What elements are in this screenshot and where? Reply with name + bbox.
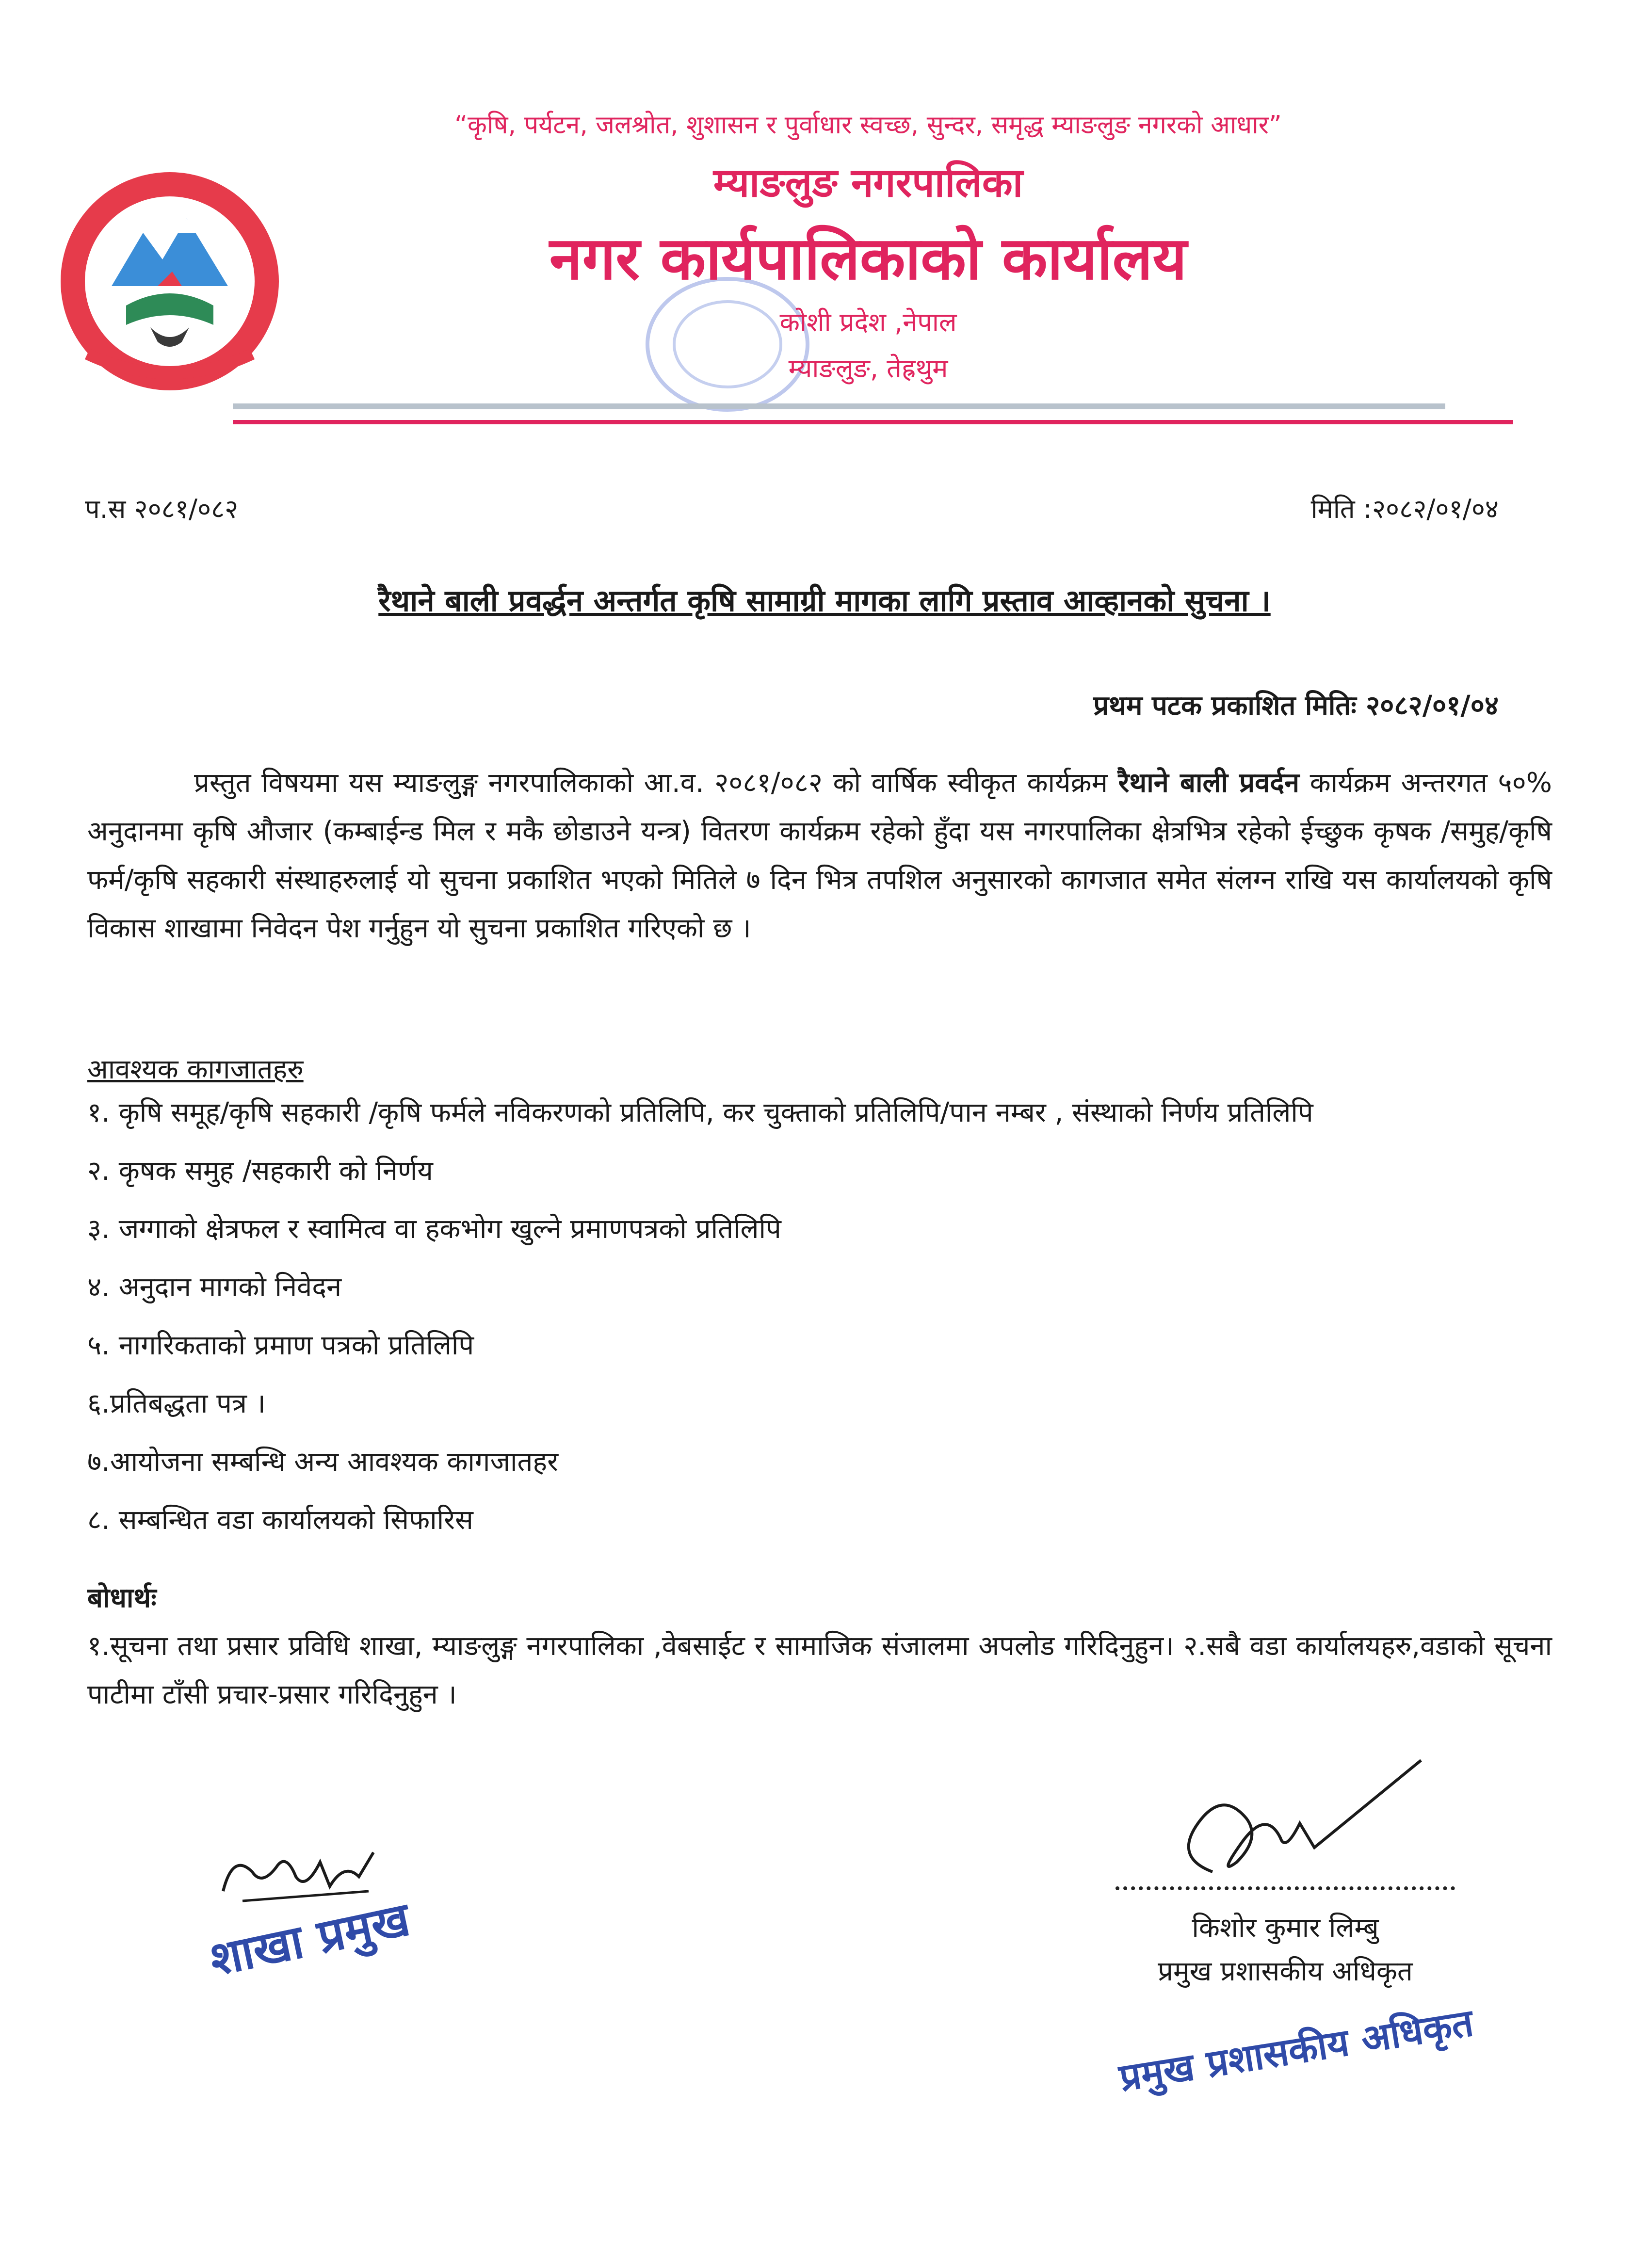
municipality-name: म्याङलुङ नगरपालिका	[713, 160, 1023, 206]
signature-line	[1116, 1886, 1455, 1890]
reference-number: प.स २०८१/०८२	[85, 494, 239, 524]
officer-stamp: प्रमुख प्रशासकीय अधिकृत	[1116, 2001, 1476, 2100]
signatory-title: प्रमुख प्रशासकीय अधिकृत	[1158, 1956, 1413, 1987]
notice-subject: रैथाने बाली प्रवर्द्धन अन्तर्गत कृषि सामाग्री मागका लागि प्रस्ताव आव्हानको सुचना ।	[378, 583, 1271, 618]
branch-head-stamp: शाखा प्रमुख	[205, 1891, 415, 1987]
header-rule-pink	[233, 420, 1513, 424]
list-item: ४. अनुदान मागको निवेदन	[87, 1271, 342, 1303]
officer-signature	[1154, 1746, 1426, 1886]
body-part1: प्रस्तुत विषयमा यस म्याङलुङ्ग नगरपालिकाको आ.व. २०८१/०८२ को वार्षिक स्वीकृत कार्यक्रम	[194, 767, 1118, 799]
first-published-date: प्रथम पटक प्रकाशित मितिः २०८२/०१/०४	[1093, 690, 1499, 722]
signatory-name: किशोर कुमार लिम्बु	[1192, 1912, 1379, 1944]
letterhead-slogan: “कृषि, पर्यटन, जलश्रोत, शुशासन र पुर्वाधार स्वच्छ, सुन्दर, समृद्ध म्याङलुङ नगरको आधार”	[454, 111, 1282, 140]
cc-heading: बोधार्थः	[87, 1582, 157, 1614]
address-province: कोशी प्रदेश ,नेपाल	[779, 307, 957, 338]
list-item: ६.प्रतिबद्धता पत्र ।	[87, 1388, 266, 1419]
body-part2: कार्यक्रम अन्तरगत ५०% अनुदानमा कृषि औजार (कम्बाईन्ड मिल र मकै छोडाउने यन्त्र) वितरण कार्यक्रम रहेको हुँदा यस नगरपालिका क्षेत्रभित्र रहेको ईच्छुक कृषक /समुह/कृषि फर्म/कृषि सहकारी संस्थाहरुलाई यो सुचना प्रकाशित भएको मितिले ७ दिन भित्र तपशिल अनुसारको कागजात समेत संलग्न राखि यस कार्यालयको कृषि विकास शाखामा निवेदन पेश गर्नुहुन यो सुचना प्रकाशित गरिएको छ ।	[87, 767, 1552, 944]
office-name: नगर कार्यपालिकाको कार्यालय	[549, 224, 1187, 293]
cc-text: १.सूचना तथा प्रसार प्रविधि शाखा, म्याङलुङ्ग नगरपालिका ,वेबसाईट र सामाजिक संजालमा अपलोड गरिदिनुहुन। २.सबै वडा कार्यालयहरु,वडाको सूचना पाटीमा टाँसी प्रचार-प्रसार गरिदिनुहुन ।	[87, 1630, 1552, 1710]
list-item: ५. नागरिकताको प्रमाण पत्रको प्रतिलिपि	[87, 1330, 474, 1361]
list-item: १. कृषि समूह/कृषि सहकारी /कृषि फर्मले नविकरणको प्रतिलिपि, कर चुक्ताको प्रतिलिपि/पान नम्बर , संस्थाको निर्णय प्रतिलिपि	[87, 1097, 1313, 1128]
required-documents-heading: आवश्यक कागजातहरु	[87, 1054, 304, 1085]
list-item: २. कृषक समुह /सहकारी को निर्णय	[87, 1155, 433, 1187]
address-district: म्याङलुङ, तेह्रथुम	[788, 353, 948, 384]
required-documents-list	[87, 1089, 1552, 1554]
body-program-name: रैथाने बाली प्रवर्दन	[1118, 767, 1300, 799]
notice-body	[87, 759, 1552, 953]
list-item: ७.आयोजना सम्बन्धि अन्य आवश्यक कागजातहर	[87, 1446, 559, 1478]
letter-date: मिति :२०८२/०१/०४	[1310, 494, 1499, 524]
header-rule-gray	[233, 403, 1445, 409]
nepal-emblem-icon	[53, 160, 286, 402]
list-item: ३. जग्गाको क्षेत्रफल र स्वामित्व वा हकभोग खुल्ने प्रमाणपत्रको प्रतिलिपि	[87, 1213, 781, 1245]
list-item: ८. सम्बन्धित वडा कार्यालयको सिफारिस	[87, 1504, 473, 1536]
